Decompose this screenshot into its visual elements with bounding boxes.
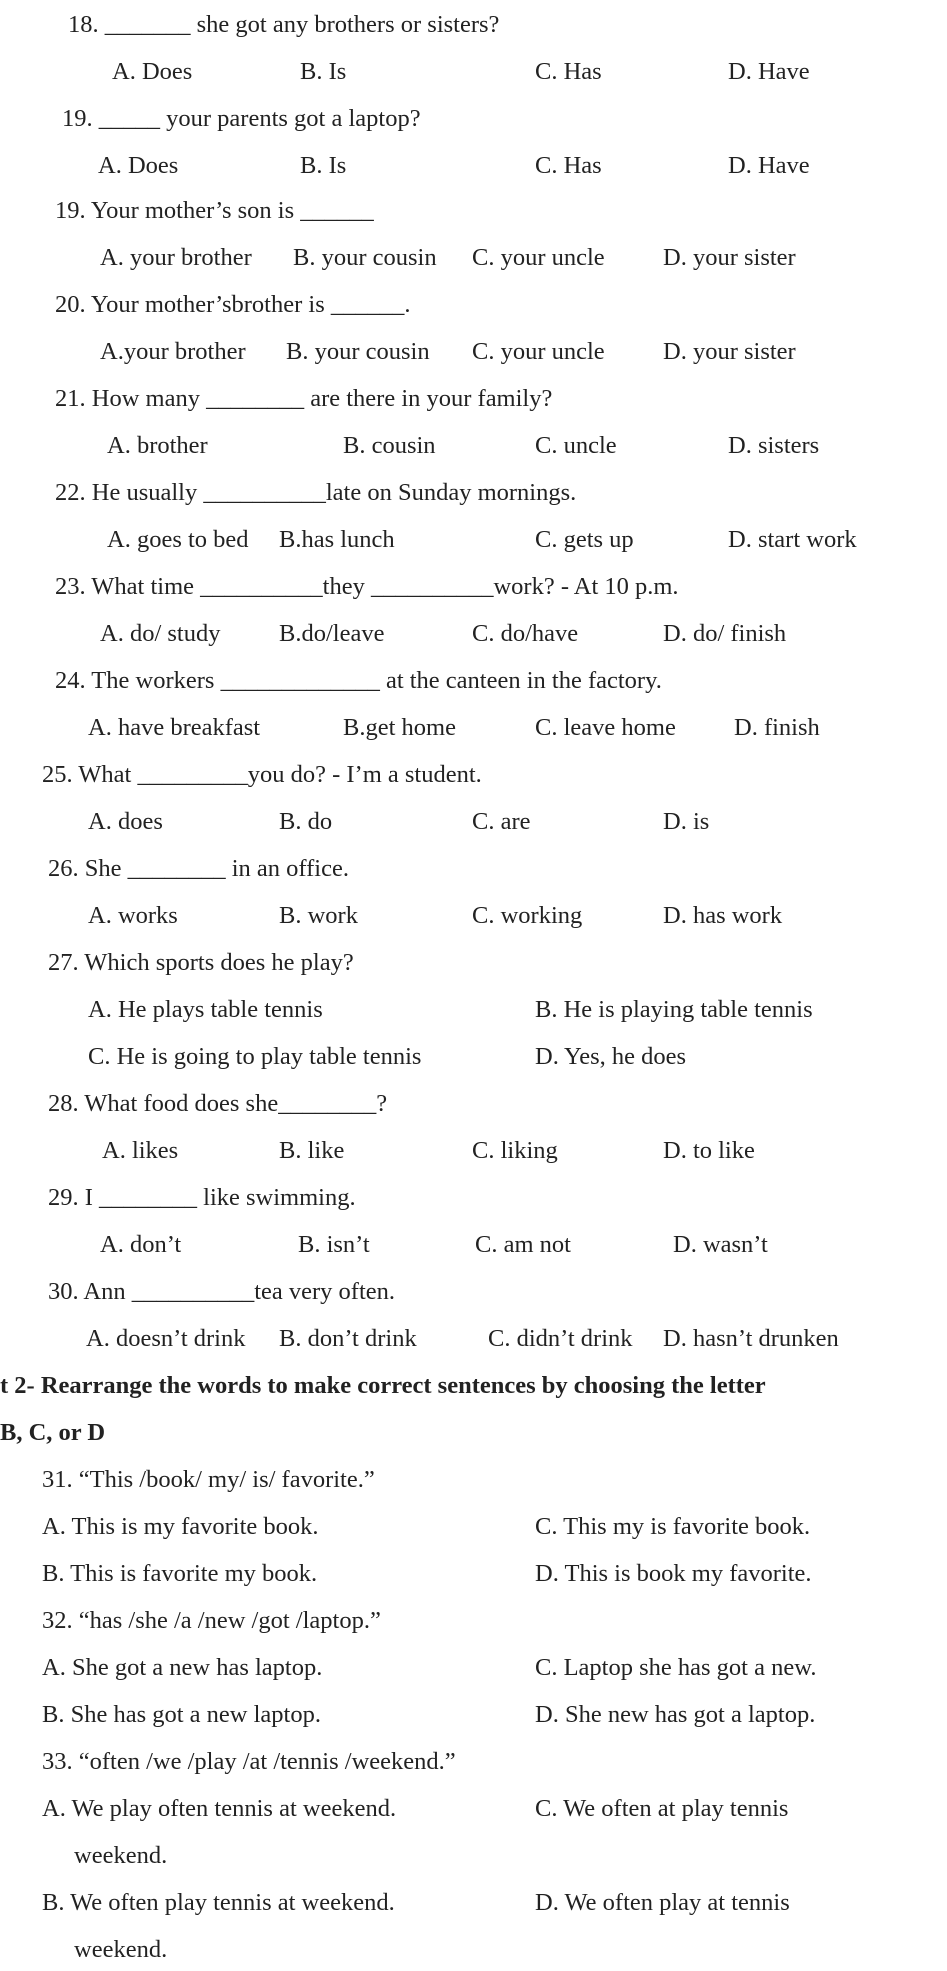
question-22-stem: 22. He usually __________late on Sunday mornings. (55, 479, 577, 506)
q21-option-c: C. uncle (535, 432, 617, 459)
q27-option-a: A. He plays table tennis (88, 996, 323, 1023)
q22-option-a: A. goes to bed (107, 526, 249, 553)
question-27-stem: 27. Which sports does he play? (48, 949, 354, 976)
q21-option-a: A. brother (107, 432, 208, 459)
q33-option-a: A. We play often tennis at weekend. (42, 1795, 397, 1822)
part2-heading-cont: B, C, or D (0, 1419, 106, 1446)
q19b-option-a: A. your brother (100, 244, 252, 271)
q19a-option-a: A. Does (98, 152, 179, 179)
question-28-stem: 28. What food does she________? (48, 1090, 388, 1117)
q19a-option-c: C. Has (535, 152, 602, 179)
q28-option-a: A. likes (102, 1137, 179, 1164)
question-23-stem: 23. What time __________they __________work? - At 10 p.m. (55, 573, 679, 600)
q30-option-d: D. hasn’t drunken (663, 1325, 839, 1352)
q26-option-d: D. has work (663, 902, 783, 929)
q26-option-b: B. work (279, 902, 358, 929)
question-21-stem: 21. How many ________ are there in your family? (55, 385, 553, 412)
q30-option-a: A. doesn’t drink (86, 1325, 246, 1352)
q27-option-b: B. He is playing table tennis (535, 996, 813, 1023)
q31-option-d: D. This is book my favorite. (535, 1560, 812, 1587)
q21-option-d: D. sisters (728, 432, 820, 459)
question-30-stem: 30. Ann __________tea very often. (48, 1278, 396, 1305)
q22-option-b: B.has lunch (279, 526, 395, 553)
q19b-option-c: C. your uncle (472, 244, 605, 271)
question-26-stem: 26. She ________ in an office. (48, 855, 349, 882)
q18-option-c: C. Has (535, 58, 602, 85)
q27-option-d: D. Yes, he does (535, 1043, 687, 1070)
q32-option-c: C. Laptop she has got a new. (535, 1654, 817, 1681)
q31-option-a: A. This is my favorite book. (42, 1513, 319, 1540)
q23-option-d: D. do/ finish (663, 620, 787, 647)
q33-option-b: B. We often play tennis at weekend. (42, 1889, 395, 1916)
q19b-option-d: D. your sister (663, 244, 796, 271)
question-19b-stem: 19. Your mother’s son is ______ (55, 197, 374, 224)
question-19a-stem: 19. _____ your parents got a laptop? (62, 105, 421, 132)
q23-option-b: B.do/leave (279, 620, 385, 647)
q33-option-b-cont: weekend. (74, 1936, 168, 1963)
part2-heading: t 2- Rearrange the words to make correct sentences by choosing the letter (0, 1372, 766, 1399)
q30-option-b: B. don’t drink (279, 1325, 417, 1352)
question-31-stem: 31. “This /book/ my/ is/ favorite.” (42, 1466, 375, 1493)
q29-option-d: D. wasn’t (673, 1231, 768, 1258)
q19a-option-d: D. Have (728, 152, 810, 179)
q22-option-d: D. start work (728, 526, 857, 553)
q20-option-d: D. your sister (663, 338, 796, 365)
q18-option-b: B. Is (300, 58, 347, 85)
q26-option-a: A. works (88, 902, 178, 929)
q28-option-d: D. to like (663, 1137, 755, 1164)
q29-option-b: B. isn’t (298, 1231, 370, 1258)
q18-option-a: A. Does (112, 58, 193, 85)
q20-option-a: A.your brother (100, 338, 246, 365)
q20-option-c: C. your uncle (472, 338, 605, 365)
q30-option-c: C. didn’t drink (488, 1325, 633, 1352)
question-33-stem: 33. “often /we /play /at /tennis /weekend.” (42, 1748, 456, 1775)
q32-option-a: A. She got a new has laptop. (42, 1654, 323, 1681)
question-18-stem: 18. _______ she got any brothers or sisters? (68, 11, 500, 38)
q18-option-d: D. Have (728, 58, 810, 85)
q25-option-a: A. does (88, 808, 163, 835)
question-25-stem: 25. What _________you do? - I’m a student. (42, 761, 482, 788)
q20-option-b: B. your cousin (286, 338, 430, 365)
question-29-stem: 29. I ________ like swimming. (48, 1184, 356, 1211)
q25-option-b: B. do (279, 808, 333, 835)
q21-option-b: B. cousin (343, 432, 436, 459)
q32-option-d: D. She new has got a laptop. (535, 1701, 816, 1728)
q22-option-c: C. gets up (535, 526, 634, 553)
q26-option-c: C. working (472, 902, 583, 929)
q19b-option-b: B. your cousin (293, 244, 437, 271)
q24-option-a: A. have breakfast (88, 714, 261, 741)
q25-option-c: C. are (472, 808, 531, 835)
q23-option-c: C. do/have (472, 620, 579, 647)
question-32-stem: 32. “has /she /a /new /got /laptop.” (42, 1607, 381, 1634)
q24-option-d: D. finish (734, 714, 820, 741)
q24-option-c: C. leave home (535, 714, 676, 741)
q33-option-c: C. We often at play tennis (535, 1795, 789, 1822)
q33-option-a-cont: weekend. (74, 1842, 168, 1869)
q25-option-d: D. is (663, 808, 710, 835)
q31-option-c: C. This my is favorite book. (535, 1513, 811, 1540)
q29-option-a: A. don’t (100, 1231, 182, 1258)
question-24-stem: 24. The workers _____________ at the canteen in the factory. (55, 667, 662, 694)
q23-option-a: A. do/ study (100, 620, 221, 647)
q28-option-c: C. liking (472, 1137, 558, 1164)
q24-option-b: B.get home (343, 714, 456, 741)
q28-option-b: B. like (279, 1137, 345, 1164)
question-20-stem: 20. Your mother’sbrother is ______. (55, 291, 411, 318)
q19a-option-b: B. Is (300, 152, 347, 179)
q29-option-c: C. am not (475, 1231, 571, 1258)
q32-option-b: B. She has got a new laptop. (42, 1701, 321, 1728)
q31-option-b: B. This is favorite my book. (42, 1560, 318, 1587)
q27-option-c: C. He is going to play table tennis (88, 1043, 422, 1070)
q33-option-d: D. We often play at tennis (535, 1889, 790, 1916)
